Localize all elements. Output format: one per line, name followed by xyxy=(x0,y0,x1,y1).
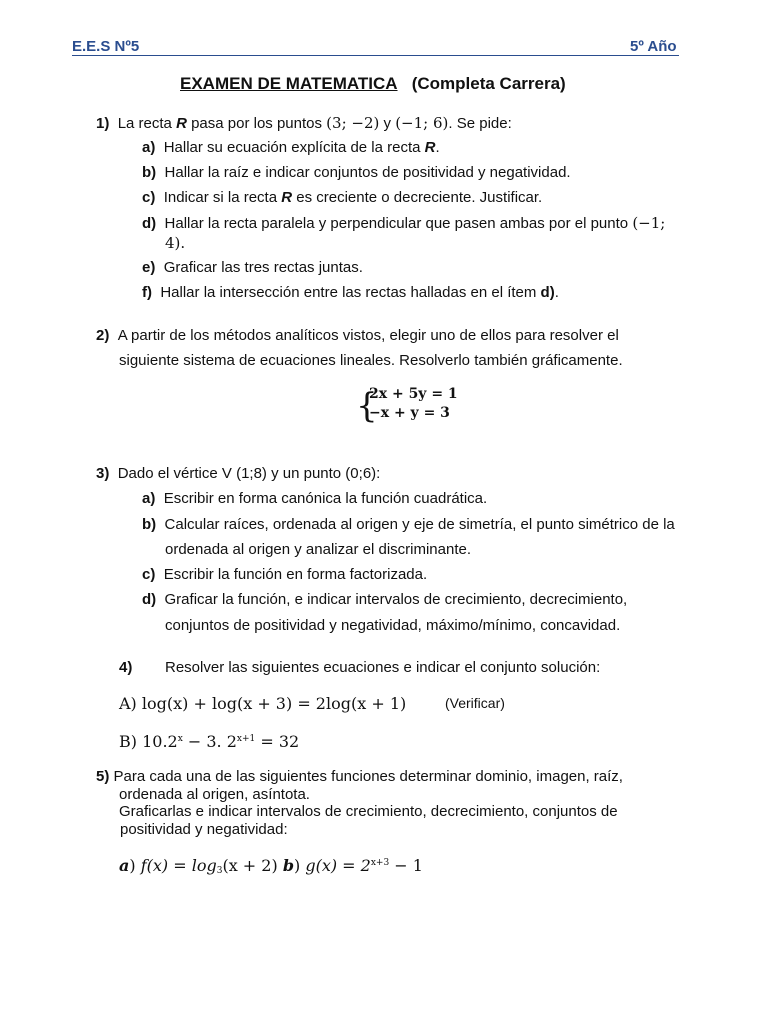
q3-number: 3) xyxy=(96,465,110,482)
q1-b-label: b) xyxy=(142,164,157,181)
q2-text-1: A partir de los métodos analíticos vistos, elegir uno de ellos para resolver el xyxy=(117,327,619,344)
q4-a-label: A) xyxy=(119,694,137,713)
q1-e-text: Graficar las tres rectas juntas. xyxy=(163,259,363,276)
q1-d-point-b: 4). xyxy=(165,234,186,252)
q5-a-log: log xyxy=(191,856,217,875)
q3-d-label: d) xyxy=(142,591,157,608)
q1-d-text: Hallar la recta paralela y perpendicular que pasen ambas por el punto xyxy=(164,215,633,232)
q1-item-e xyxy=(142,259,363,276)
q5-line-4: positividad y negatividad: xyxy=(120,821,288,838)
q4-b-pre: 10.2 xyxy=(142,732,178,751)
q4-eq-a xyxy=(119,694,406,713)
q1-text-b: pasa por los puntos xyxy=(186,115,327,132)
q1-f-text: Hallar la intersección entre las rectas halladas en el ítem xyxy=(160,284,541,301)
exam-title-sub: (Completa Carrera) xyxy=(411,74,566,93)
exam-title xyxy=(180,74,566,94)
q3-d-text-1: Graficar la función, e indicar intervalos de crecimiento, decrecimiento, xyxy=(164,591,628,608)
q1-a-line-name: R xyxy=(424,139,436,156)
system-eq-1: 2x + 5y = 1 xyxy=(369,386,458,402)
q3-b-text-2: ordenada al origen y analizar el discriminante. xyxy=(165,541,472,558)
q5-text-1: Para cada una de las siguientes funciones determinar dominio, imagen, raíz, xyxy=(113,768,623,785)
q1-and: y xyxy=(379,115,396,132)
q1-f-ref: d) xyxy=(540,284,555,301)
q1-line-name: R xyxy=(176,115,187,132)
q1-item-b xyxy=(142,164,571,181)
q3-b-label: b) xyxy=(142,516,157,533)
q4-b-mid: − 3. 2 xyxy=(182,732,237,751)
header-rule xyxy=(72,55,679,56)
q5-b-label: b xyxy=(282,856,294,875)
q3-a-label: a) xyxy=(142,490,156,507)
q4-intro: Resolver las siguientes ecuaciones e indicar el conjunto solución: xyxy=(165,659,601,676)
q1-a-text: Hallar su ecuación explícita de la recta xyxy=(163,139,425,156)
q1-number: 1) xyxy=(96,115,110,132)
q4-b-post: = 32 xyxy=(255,732,300,751)
q3-item-d xyxy=(142,591,627,608)
q3-text: Dado el vértice V (1;8) y un punto (0;6): xyxy=(117,465,381,482)
q3-a-text: Escribir en forma canónica la función cuadrática. xyxy=(163,490,488,507)
system-brace: { xyxy=(356,386,378,426)
q1-item-d xyxy=(142,214,665,232)
q4-b-exponent-2: x+1 xyxy=(236,734,256,744)
q3-item-b xyxy=(142,516,675,533)
q5-b-gx: g(x) = 2 xyxy=(305,856,371,875)
q5-b-tail: − 1 xyxy=(389,856,423,875)
q1-c-label: c) xyxy=(142,189,156,206)
q1-point-2: (−1; 6) xyxy=(395,114,449,132)
q5-line-3: Graficarlas e indicar intervalos de crecimiento, decrecimiento, conjuntos de xyxy=(119,803,618,820)
q3-c-label: c) xyxy=(142,566,156,583)
q1-f-end: . xyxy=(554,284,559,301)
school-name: E.E.S Nº5 xyxy=(72,38,140,55)
q5-a-label: a xyxy=(119,856,130,875)
q1-point-1: (3; −2) xyxy=(326,114,380,132)
q1-item-f xyxy=(142,284,559,301)
q3-c-text: Escribir la función en forma factorizada. xyxy=(163,566,428,583)
q5-line-2: ordenada al origen, asíntota. xyxy=(119,786,310,803)
q2-line-1 xyxy=(96,327,619,344)
q3-item-a xyxy=(142,490,487,507)
q1-intro xyxy=(96,114,512,132)
q5-a-argument: (x + 2) xyxy=(222,856,278,875)
q5-number: 5) xyxy=(96,768,110,785)
q4-b-exponent-1: x xyxy=(177,734,183,744)
q2-number: 2) xyxy=(96,327,110,344)
q2-line-2: siguiente sistema de ecuaciones lineales. Resolverlo también gráficamente. xyxy=(119,352,623,369)
q1-d-point-a: (−1; xyxy=(632,214,666,232)
q1-item-a xyxy=(142,139,440,156)
q1-f-label: f) xyxy=(142,284,152,301)
q1-text: La recta xyxy=(117,115,177,132)
q1-c-text-a: Indicar si la recta xyxy=(163,189,282,206)
q5-functions: a) f(x) = log3(x + 2) b) $g(x) = 2^{x+3} - 1$ xyxy=(119,856,423,876)
q1-e-label: e) xyxy=(142,259,156,276)
q3-b-text-1: Calcular raíces, ordenada al origen y eje de simetría, el punto simétrico de la xyxy=(164,516,675,533)
q3-d-text-2: conjuntos de positividad y negatividad, máximo/mínimo, concavidad. xyxy=(165,617,621,634)
q5-a-fx: f(x) = xyxy=(140,856,192,875)
q5-b-exponent: x+3 xyxy=(370,858,390,868)
q4-number: 4) xyxy=(119,659,133,676)
q3-item-c xyxy=(142,566,427,583)
q5-a-log-base: 3 xyxy=(216,866,223,876)
course-year: 5º Año xyxy=(630,38,677,55)
q1-d-label: d) xyxy=(142,215,157,232)
q1-text-c: . Se pide: xyxy=(448,115,512,132)
system-eq-2: −x + y = 3 xyxy=(369,405,450,421)
q1-a-end: . xyxy=(435,139,440,156)
q1-c-line-name: R xyxy=(281,189,293,206)
q1-c-text-b: es creciente o decreciente. Justificar. xyxy=(292,189,543,206)
q5-line-1 xyxy=(96,768,623,785)
q4-a-note: (Verificar) xyxy=(445,695,505,711)
q4-a-equation: log(x) + log(x + 3) = 2log(x + 1) xyxy=(141,694,407,713)
q4-b-label: B) xyxy=(119,732,137,751)
q1-item-c xyxy=(142,189,542,206)
q3-intro xyxy=(96,465,380,482)
q1-a-label: a) xyxy=(142,139,156,156)
exam-title-main: EXAMEN DE MATEMATICA xyxy=(180,74,398,93)
q4-eq-b xyxy=(119,732,299,751)
q1-b-text: Hallar la raíz e indicar conjuntos de positividad y negatividad. xyxy=(164,164,571,181)
